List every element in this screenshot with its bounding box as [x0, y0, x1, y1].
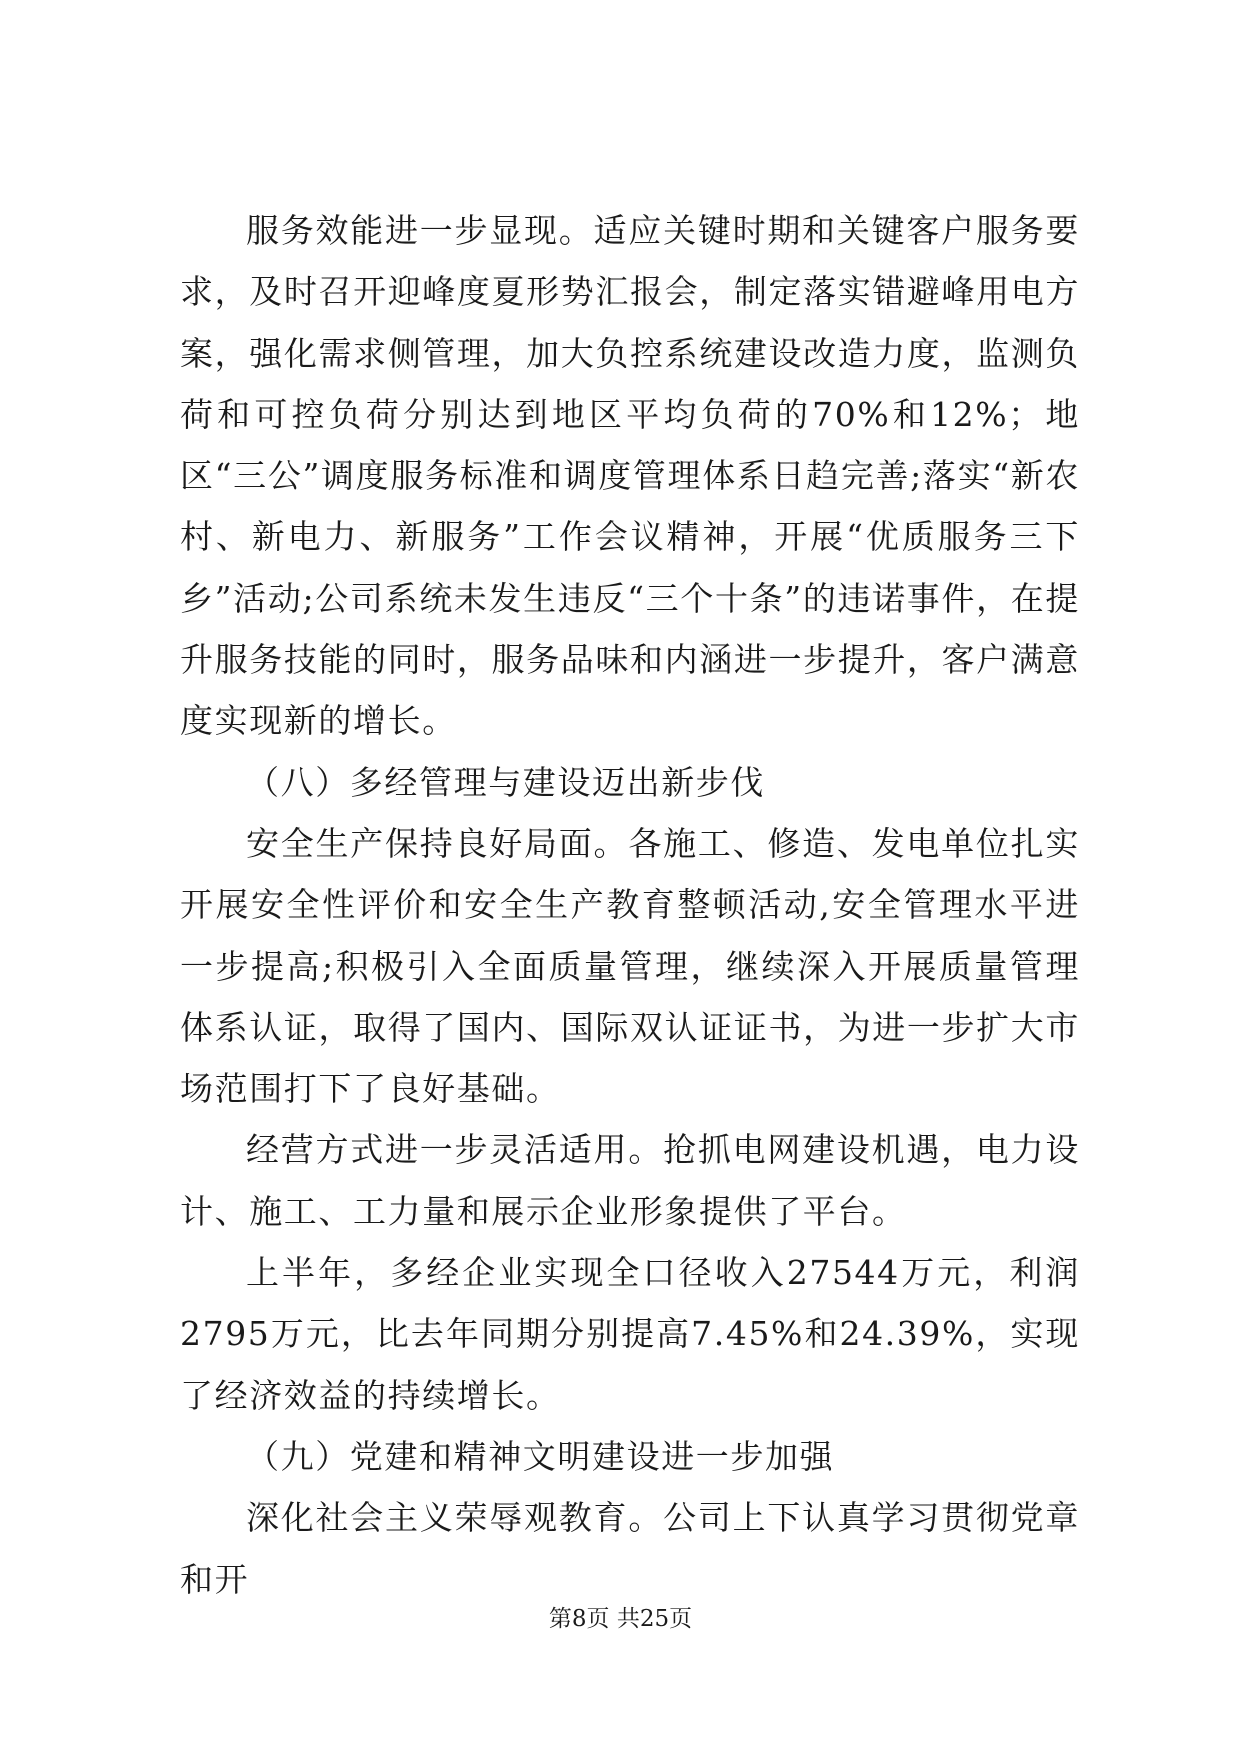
paragraph-half-year-results: 上半年，多经企业实现全口径收入27544万元，利润2795万元，比去年同期分别提高7.45%和24.39%，实现了经济效益的持续增长。 — [180, 1253, 1080, 1415]
section-heading-9: （九）党建和精神文明建设进一步加强 — [246, 1436, 835, 1476]
paragraph-business-model: 经营方式进一步灵活适用。抢抓电网建设机遇，电力设计、施工、工力量和展示企业形象提供了平台。 — [180, 1130, 1080, 1231]
paragraph-safety-production: 安全生产保持良好局面。各施工、修造、发电单位扎实开展安全性评价和安全生产教育整顿活动,安全管理水平进一步提高;积极引入全面质量管理，继续深入开展质量管理体系认证，取得了国内、国际双认证证书，为进一步扩大市场范围打下了良好基础。 — [180, 823, 1080, 1109]
paragraph-party-building: 深化社会主义荣辱观教育。公司上下认真学习贯彻党章和开 — [180, 1498, 1080, 1599]
section-heading-8: （八）多经管理与建设迈出新步伐 — [246, 762, 765, 802]
document-body — [180, 200, 1080, 1610]
paragraph-service-efficiency: 服务效能进一步显现。适应关键时期和关键客户服务要求，及时召开迎峰度夏形势汇报会，制定落实错避峰用电方案，强化需求侧管理，加大负控系统建设改造力度，监测负荷和可控负荷分别达到地区平均负荷的70%和12%；地区“三公”调度服务标准和调度管理体系日趋完善;落实“新农村、新电力、新服务”工作会议精神，开展“优质服务三下乡”活动;公司系统未发生违反“三个十条”的违诺事件，在提升服务技能的同时，服务品味和内涵进一步提升，客户满意度实现新的增长。 — [180, 211, 1080, 741]
page-number-footer: 第8页 共25页 — [548, 1606, 693, 1632]
